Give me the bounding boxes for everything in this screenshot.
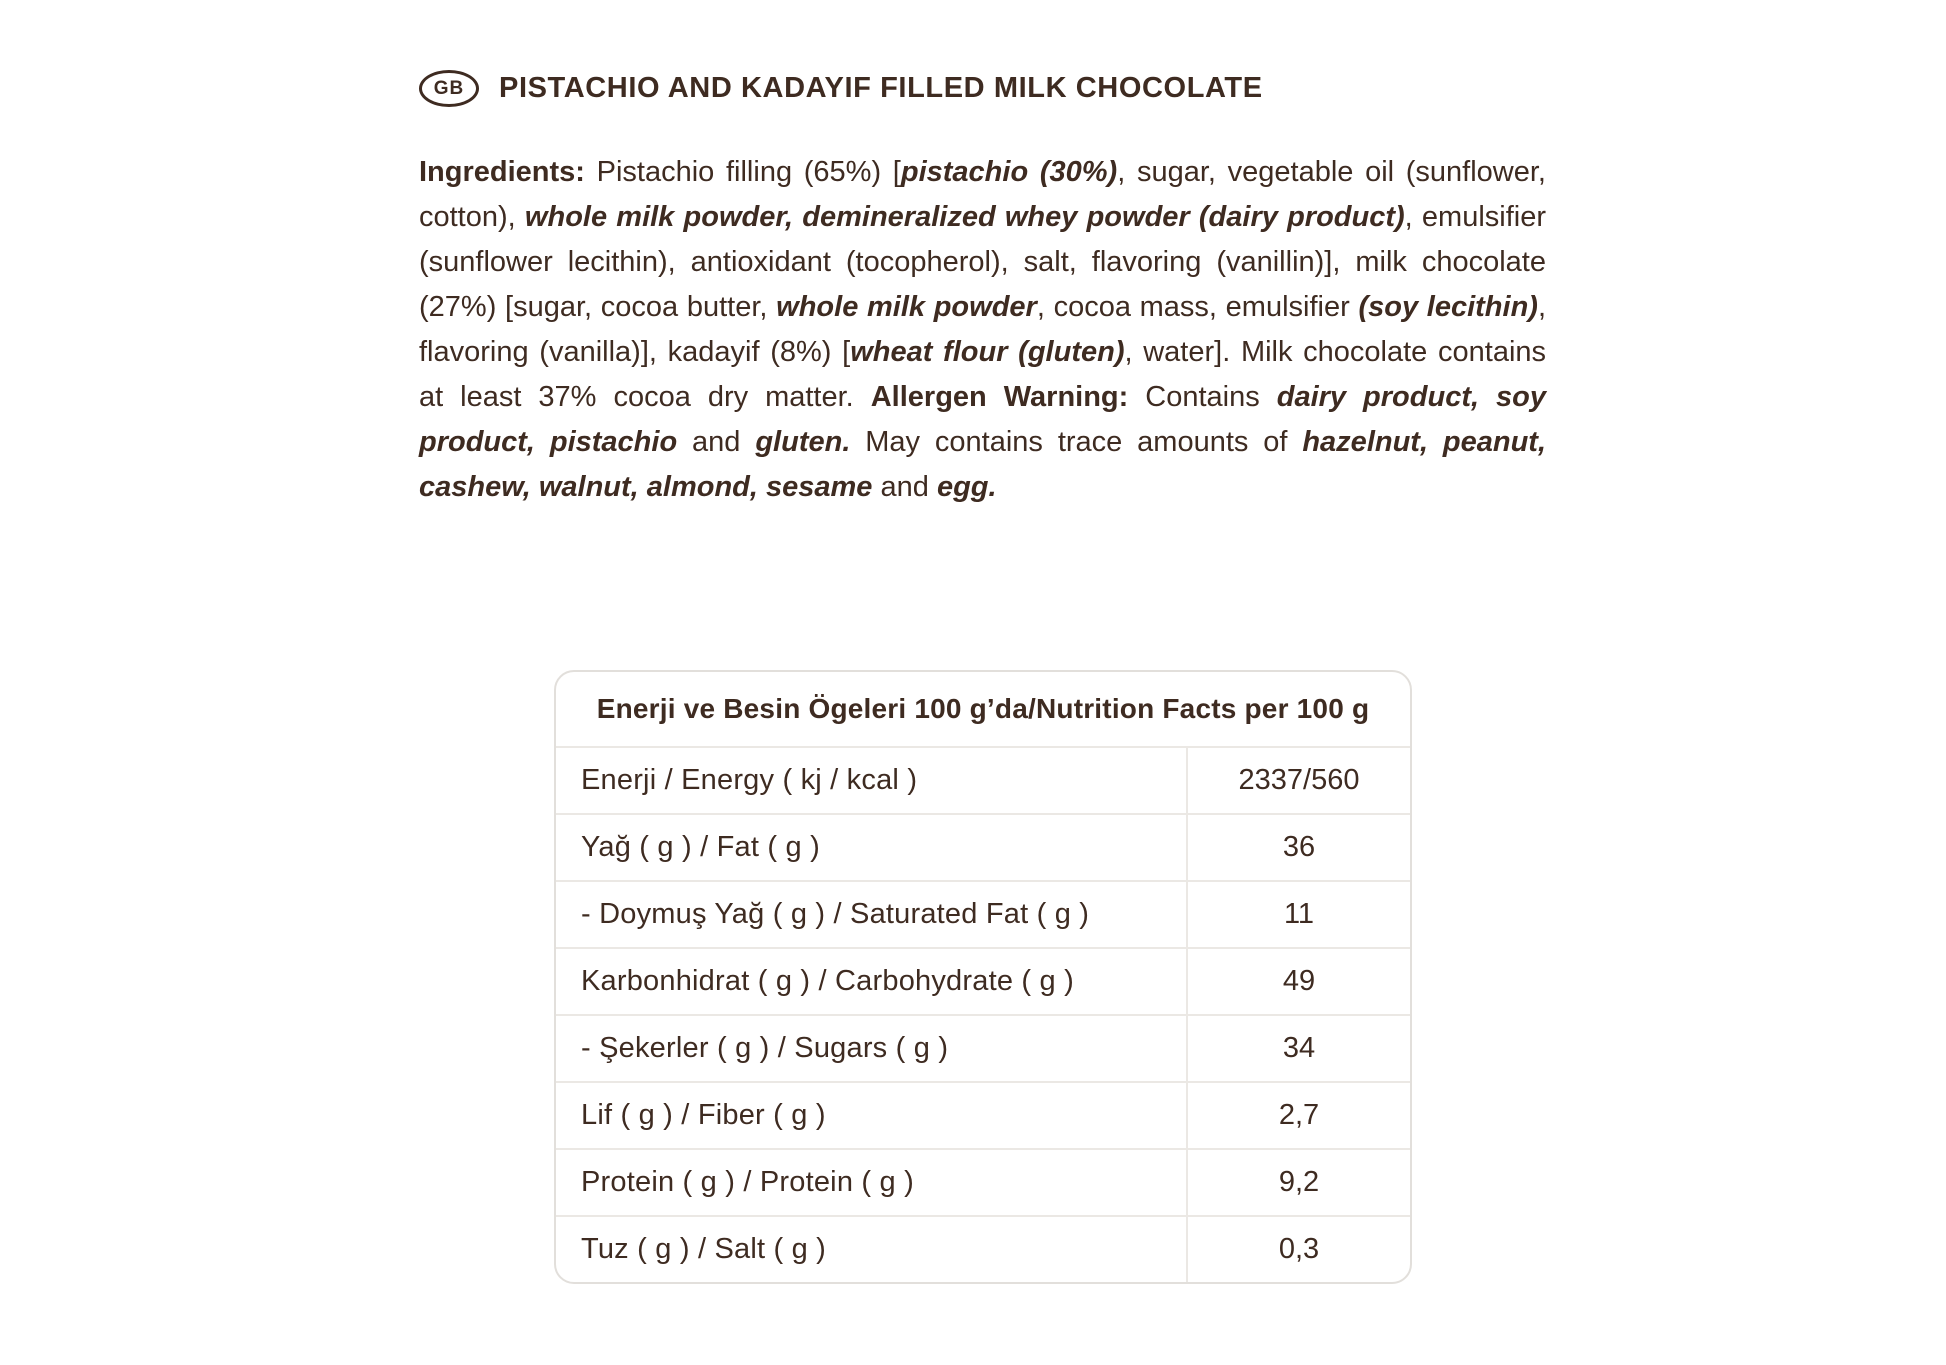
nutrition-table-title: Enerji ve Besin Ögeleri 100 g’da/Nutrition Facts per 100 g [596, 693, 1370, 724]
nutrition-facts-table [554, 670, 1412, 1284]
nutrition-row [556, 746, 1410, 813]
ingredient-segment: , flavoring (vanilla)], kadayif (8%) [ [419, 291, 1546, 368]
ingredient-segment: dairy product, soy product, pistachio [419, 381, 1546, 458]
nutrition-row-value: 49 [1186, 949, 1410, 1014]
nutrition-row-value: 11 [1186, 882, 1410, 947]
ingredient-segment: , cocoa mass, emulsifier [1036, 291, 1359, 323]
language-region-badge: GB [419, 70, 479, 107]
nutrition-row-label: Karbonhidrat ( g ) / Carbohydrate ( g ) [581, 965, 1074, 997]
nutrition-row-label: Protein ( g ) / Protein ( g ) [581, 1166, 914, 1198]
product-header [419, 70, 1263, 107]
nutrition-row-value: 34 [1186, 1016, 1410, 1081]
ingredient-segment: Ingredients: [419, 156, 597, 188]
nutrition-row [556, 813, 1410, 880]
nutrition-row-value: 9,2 [1186, 1150, 1410, 1215]
ingredient-segment: egg. [936, 471, 997, 503]
ingredient-segment: Allergen Warning: [870, 381, 1146, 413]
ingredient-segment: Pistachio filling (65%) [ [596, 156, 901, 188]
nutrition-row-label: Enerji / Energy ( kj / kcal ) [581, 764, 918, 796]
nutrition-row-label: - Şekerler ( g ) / Sugars ( g ) [581, 1032, 949, 1064]
nutrition-row-value: 36 [1186, 815, 1410, 880]
nutrition-row [556, 1014, 1410, 1081]
ingredient-segment: hazelnut, peanut, cashew, walnut, almond, sesame [419, 426, 1547, 503]
nutrition-row-value: 0,3 [1186, 1217, 1410, 1282]
nutrition-row-label: Yağ ( g ) / Fat ( g ) [581, 831, 820, 863]
nutrition-row [556, 1081, 1410, 1148]
nutrition-row-value: 2337/560 [1186, 748, 1410, 813]
ingredient-segment: wheat flour (gluten) [850, 336, 1125, 368]
nutrition-table-body [556, 746, 1410, 1282]
ingredient-segment: May contains trace amounts of [850, 426, 1303, 458]
nutrition-row-label: Tuz ( g ) / Salt ( g ) [581, 1233, 827, 1265]
nutrition-row [556, 1215, 1410, 1282]
ingredient-segment: and [872, 471, 937, 503]
ingredient-segment: (soy lecithin) [1358, 291, 1538, 323]
ingredient-segment: pistachio (30%) [900, 156, 1118, 188]
ingredients-paragraph [419, 150, 1546, 510]
ingredient-segment: and [677, 426, 756, 458]
nutrition-row-label: - Doymuş Yağ ( g ) / Saturated Fat ( g ) [581, 898, 1090, 930]
nutrition-row [556, 947, 1410, 1014]
ingredient-segment: gluten. [755, 426, 851, 458]
nutrition-row-label: Lif ( g ) / Fiber ( g ) [581, 1099, 826, 1131]
page-title: PISTACHIO AND KADAYIF FILLED MILK CHOCOLATE [499, 72, 1263, 104]
ingredient-segment: whole milk powder [776, 291, 1037, 323]
ingredient-segment: , sugar, vegetable oil (sunflower, cotton), [419, 156, 1546, 233]
ingredient-segment: , emulsifier (sunflower lecithin), antioxidant (tocopherol), salt, flavoring (vanillin)], milk chocolate (27%) [sugar, cocoa butter, [419, 201, 1546, 323]
nutrition-row-value: 2,7 [1186, 1083, 1410, 1148]
ingredient-segment: whole milk powder, demineralized whey powder (dairy product) [524, 201, 1405, 233]
nutrition-row [556, 880, 1410, 947]
ingredient-segment: , water]. Milk chocolate contains at least 37% cocoa dry matter. [419, 336, 1547, 413]
ingredient-segment: Contains [1145, 381, 1277, 413]
nutrition-row [556, 1148, 1410, 1215]
